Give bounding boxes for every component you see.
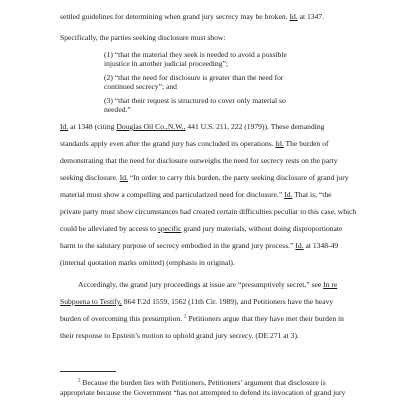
text-line [60,207,356,217]
text-line [60,139,329,149]
text-span: injustice in another judicial proceeding”; [104,59,228,68]
text-span: burden of overcoming this presumption. [60,314,183,323]
text-span: seeking disclosure. [60,173,118,182]
text-span: That is, “the [294,190,332,199]
citation-id: Id. [119,173,128,182]
text-span: harm to the salutary purpose of secrecy embodied in the grand jury process.” [60,241,294,250]
text-span: (3) “that their request is structured to cover only material so [104,96,286,105]
text-line [60,122,324,132]
text-span: 441 U.S. 211, 222 (1979)). These demanding [187,122,325,131]
text-line [60,224,342,234]
text-span: their response to Epstein’s motion to uphold grand jury secrecy. (DE 271 at 3). [60,331,299,340]
quote-line [104,105,131,115]
text-span: at 1347. [299,12,325,21]
text-span: Because the burden lies with Petitioners, Petitioners’ argument that disclosure is [82,378,326,387]
text-span: private party must show circumstances had created certain difficulties peculiar to this case, which [60,207,357,216]
footnote-rule [60,371,116,372]
text-line [60,156,338,166]
citation-id: Id. [275,139,284,148]
quote-line [104,59,228,69]
text-line [60,314,344,324]
text-line [60,297,333,307]
citation-id: Id. [295,241,304,250]
text-span: material must show a compelling and particularized need for disclosure.” [60,190,283,199]
text-span: needed.” [104,105,131,114]
citation-id: Id. [284,190,293,199]
text-span: (1) “that the material they seek is needed to avoid a possible [104,50,287,59]
text-span: at 1348-49 [305,241,339,250]
text-span: Petitioners argue that they have met their burden in [188,314,344,323]
text-line [78,280,337,290]
text-span: demonstrating that the need for disclosure outweighs the need for secrecy rests on the party [60,156,338,165]
text-span: at 1348 (citing [70,122,115,131]
quote-line [104,96,286,106]
text-line [60,33,225,43]
footnote-number: 2 [78,378,81,384]
citation-id: Id. [60,122,69,131]
footnote-line [60,388,345,398]
text-span: could be alleviated by access to [60,224,156,233]
text-line [60,241,338,251]
case-citation: Douglas Oil Co.,N.W., [116,122,186,131]
case-citation: Subpoena to Testify, [60,297,122,306]
text-span: appropriate because the Government “has not attempted to defend its invocation of grand jury [60,388,346,397]
text-span: (internal quotation marks omitted) (emphasis in original). [60,258,235,267]
citation-id: Id. [289,12,298,21]
text-line [60,331,299,341]
text-span: Specifically, the parties seeking disclosure must show: [60,33,226,42]
text-span: “In order to carry this burden, the party seeking disclosure of grand jury [129,173,349,182]
quote-line [104,82,177,92]
emphasis-word: specific [157,224,182,233]
case-citation: In re [323,280,338,289]
text-line [60,258,235,268]
text-line [60,190,332,200]
footnote-line [78,378,326,388]
text-span: continued secrecy”; and [104,82,177,91]
footnote-ref: 2 [184,314,187,320]
text-span: 864 F.2d 1559, 1562 (11th Cir. 1989), and Petitioners have the heavy [123,297,334,306]
text-span: settled guidelines for determining when grand jury secrecy may be broken. [60,12,288,21]
text-span: (2) “that the need for disclosure is greater than the need for [104,73,284,82]
text-line [60,12,324,22]
text-span: The burden of [285,139,329,148]
text-line [60,173,349,183]
text-span: standards apply even after the grand jury has concluded its operations. [60,139,274,148]
text-span: grand jury materials, without doing disproportionate [183,224,343,233]
text-span: Accordingly, the grand jury proceedings at issue are “presumptively secret,” see [78,280,322,289]
